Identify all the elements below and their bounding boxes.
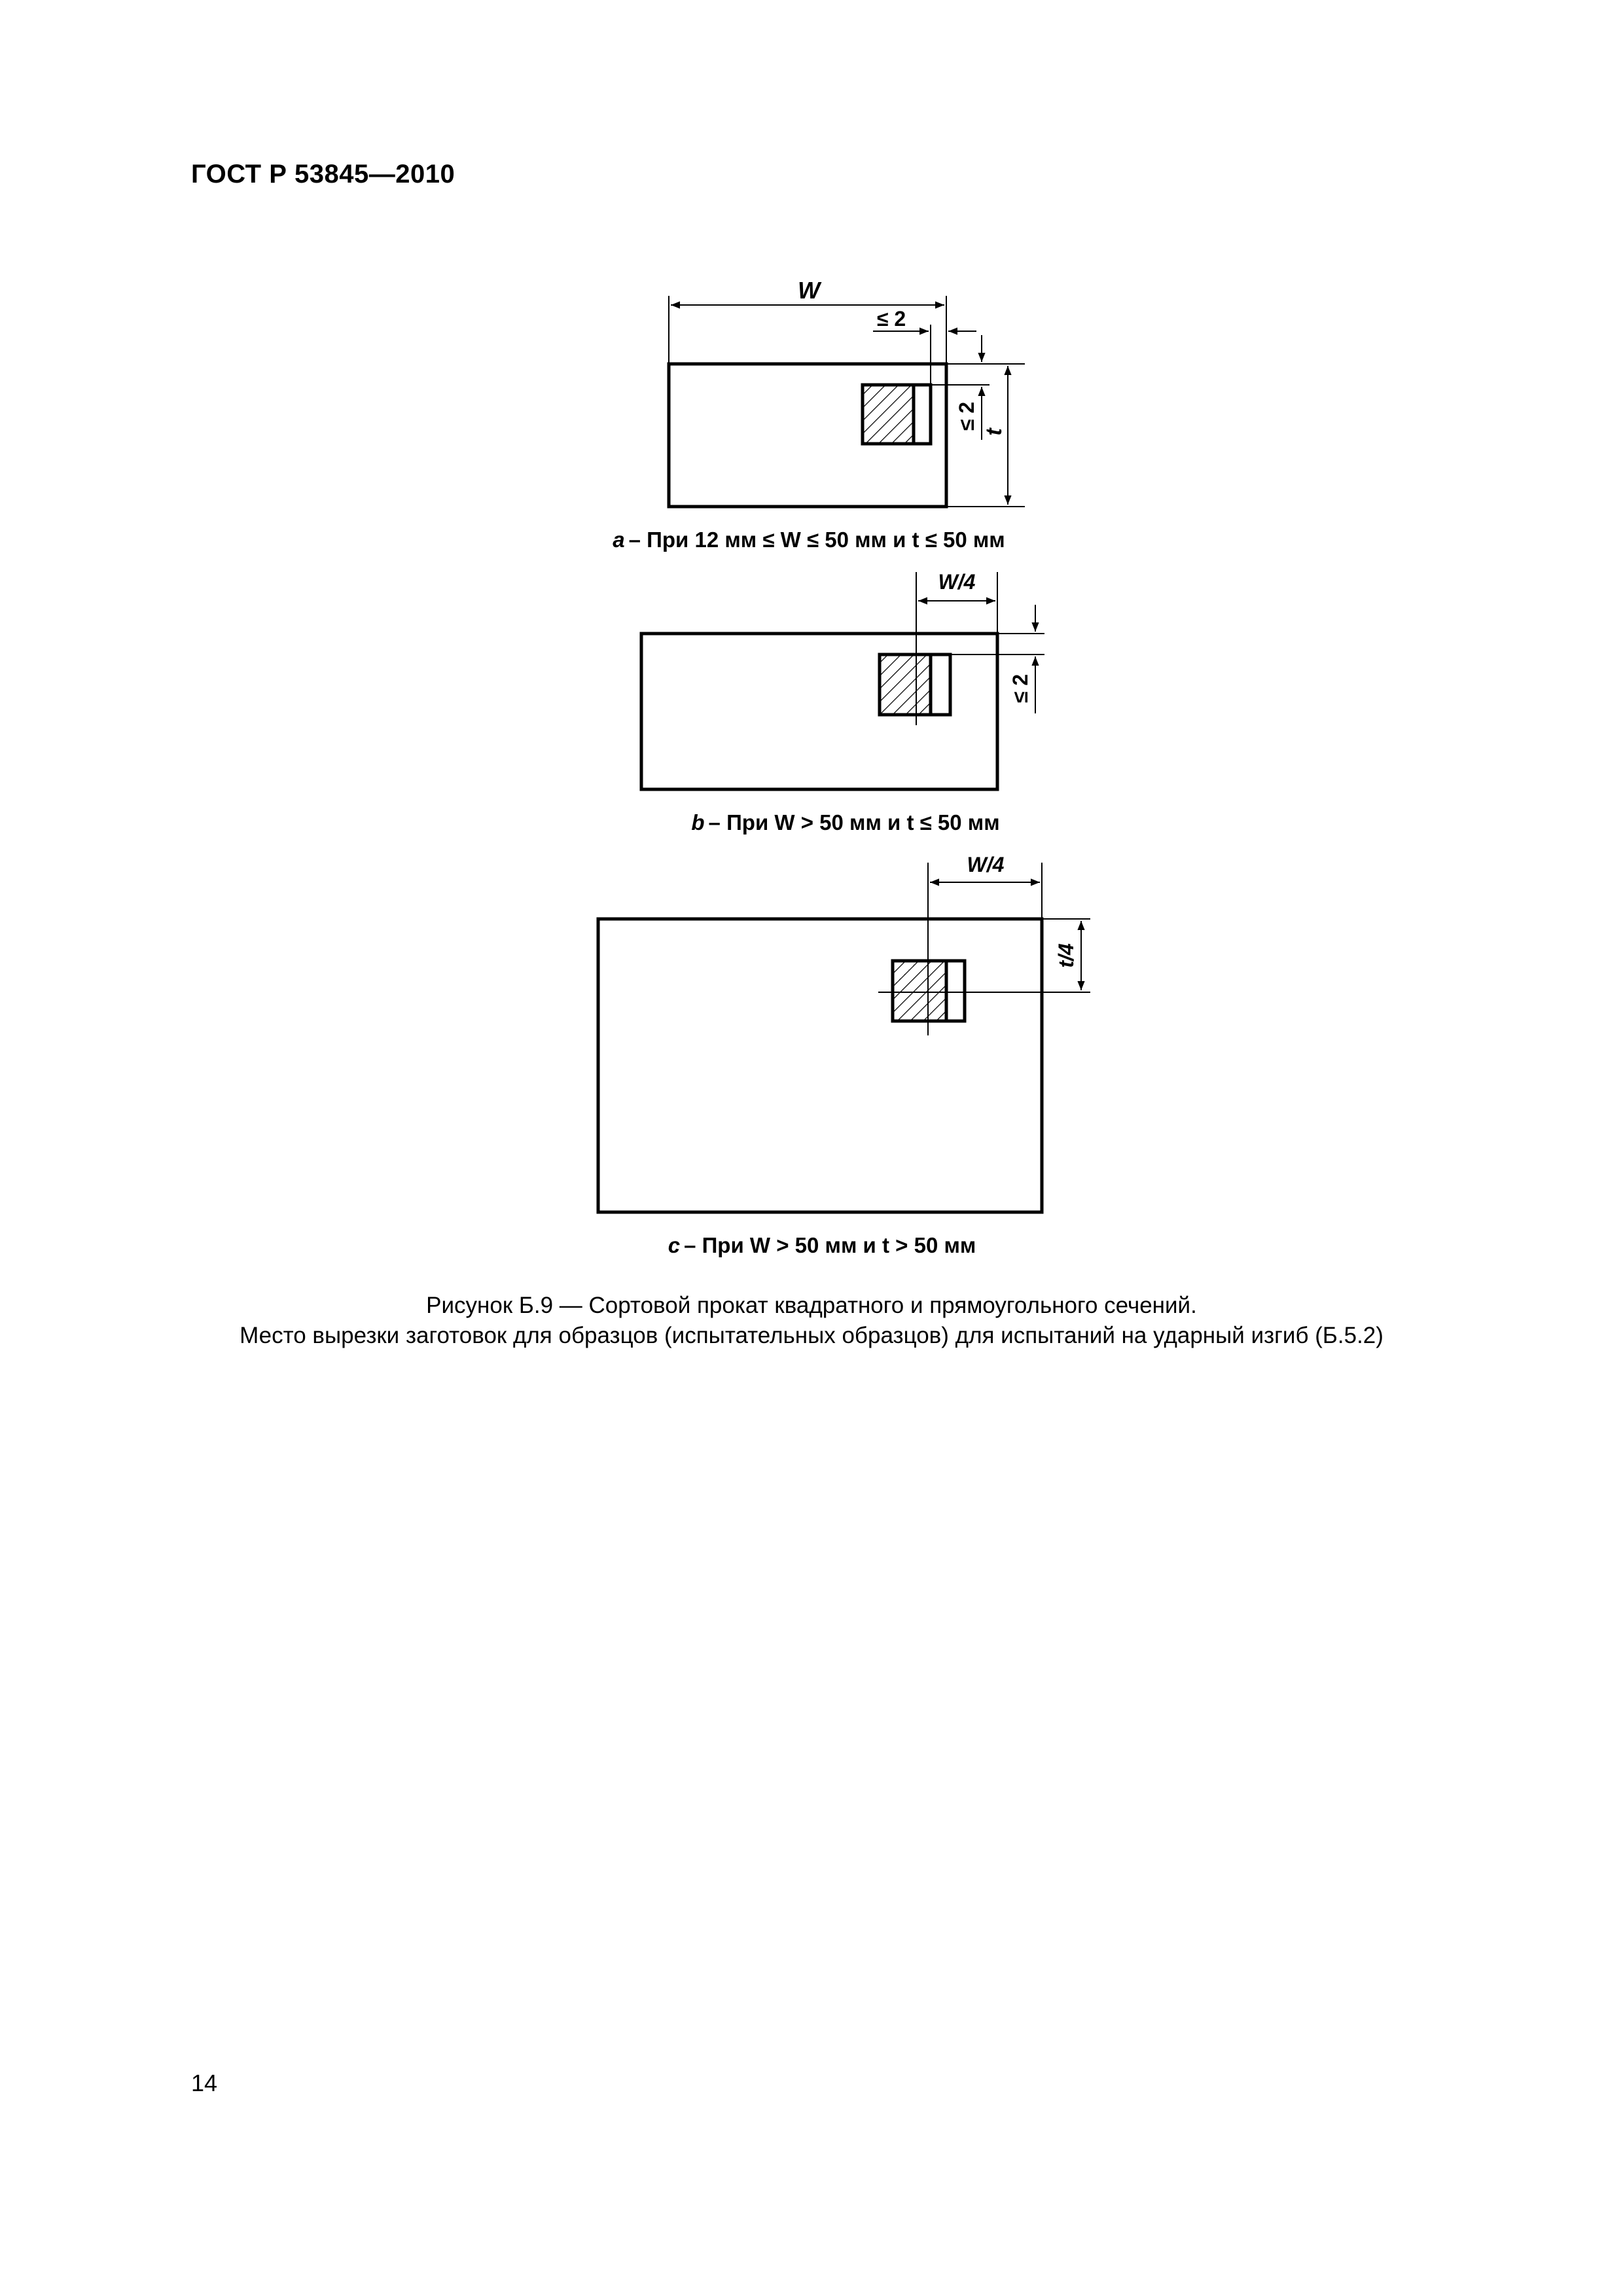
figure-title-line2: Место вырезки заготовок для образцов (испытательных образцов) для испытаний на ударный изгиб (Б.5.2) [240,1323,1383,1348]
panel-c [598,853,1090,1257]
panel-a-label-le2-v: ≤ 2 [955,401,978,431]
panel-a [613,277,1025,552]
panel-c-specimen-hatched [893,961,946,1021]
panel-a-label-t: t [982,428,1007,436]
panel-c-section-outline [598,919,1042,1212]
panel-b-label-w4: W/4 [938,570,976,594]
page-number: 14 [191,2070,218,2096]
panel-c-caption: c – При W > 50 мм и t > 50 мм [668,1233,976,1257]
panel-a-label-w: W [798,277,820,304]
panel-a-specimen-clear [914,385,931,444]
panel-b-label-le2-v: ≤ 2 [1008,673,1032,704]
panel-a-label-le2-h: ≤ 2 [876,307,906,331]
figure-title-line1: Рисунок Б.9 — Сортовой прокат квадратного и прямоугольного сечений. [426,1293,1197,1318]
document-header: ГОСТ Р 53845—2010 [191,160,455,188]
panel-a-caption: a – При 12 мм ≤ W ≤ 50 мм и t ≤ 50 мм [613,528,1005,552]
panel-c-specimen-clear [946,961,965,1021]
panel-c-label-t4: t/4 [1054,943,1078,968]
panel-b-caption: b – При W > 50 мм и t ≤ 50 мм [691,810,1000,834]
panel-c-label-w4: W/4 [967,853,1005,876]
panel-a-specimen-hatched [863,385,914,444]
panel-b-specimen-clear [931,655,950,715]
panel-b [641,570,1044,834]
panel-b-specimen-hatched [880,655,931,715]
